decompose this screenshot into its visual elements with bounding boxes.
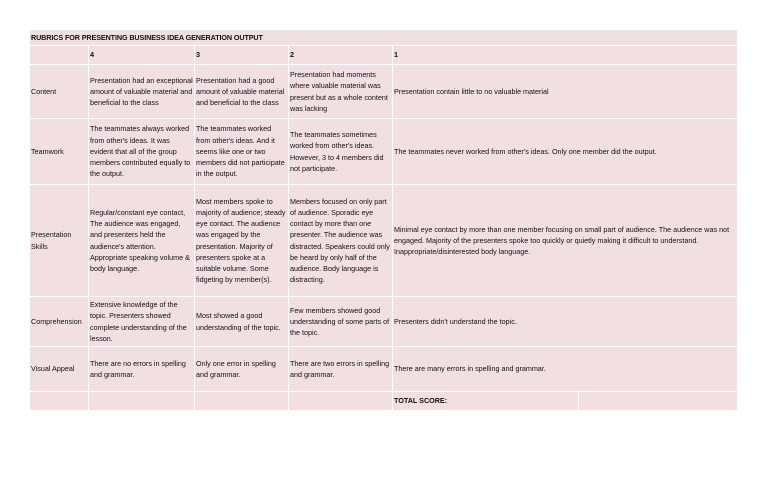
rubric-cell: Members focused on only part of audience. Sporadic eye contact by more than one presenter. The audience was distracted. Speakers could only be heard by only half of the audience. Body language is distracting. — [289, 185, 393, 297]
rubric-cell: Most showed a good understanding of the topic. — [195, 297, 289, 347]
rubric-title: RUBRICS FOR PRESENTING BUSINESS IDEA GENERATION OUTPUT — [30, 30, 738, 46]
rubric-cell: Presentation contain little to no valuable material — [393, 65, 738, 119]
rubric-sheet — [29, 29, 737, 411]
table-row — [30, 65, 738, 119]
header-score-3: 3 — [195, 46, 289, 65]
table-row — [30, 347, 738, 392]
rubric-cell: Extensive knowledge of the topic. Presenters showed complete understanding of the lesson. — [89, 297, 195, 347]
criterion-label: Visual Appeal — [30, 347, 89, 392]
criterion-label: Teamwork — [30, 119, 89, 185]
table-row — [30, 119, 738, 185]
criterion-label: Presentation Skills — [30, 185, 89, 297]
rubric-cell: The teammates always worked from other's ideas. It was evident that all of the group members contributed equally to the output. — [89, 119, 195, 185]
empty-cell — [89, 392, 195, 411]
rubric-cell: Presentation had moments where valuable material was present but as a whole content was lacking — [289, 65, 393, 119]
rubric-cell: Presenters didn't understand the topic. — [393, 297, 738, 347]
rubric-cell: Presentation had a good amount of valuable material and beneficial to the class — [195, 65, 289, 119]
header-score-1: 1 — [393, 46, 738, 65]
rubric-cell: Minimal eye contact by more than one member focusing on small part of audience. The audience was not engaged. Majority of the presenters spoke too quickly or quietly making it difficult to understand. Inappropriate/disinterested body language. — [393, 185, 738, 297]
criterion-label: Content — [30, 65, 89, 119]
rubric-cell: There are many errors in spelling and grammar. — [393, 347, 738, 392]
criterion-label: Comprehension — [30, 297, 89, 347]
rubric-cell: Most members spoke to majority of audience; steady eye contact. The audience was engaged by the presentation. Majority of presenters spoke at a suitable volume. Some fidgeting by member(s). — [195, 185, 289, 297]
empty-cell — [30, 392, 89, 411]
rubric-cell: Only one error in spelling and grammar. — [195, 347, 289, 392]
total-row — [30, 392, 738, 411]
header-row — [30, 46, 738, 65]
total-score-label: TOTAL SCORE: — [393, 392, 579, 411]
rubric-cell: There are no errors in spelling and grammar. — [89, 347, 195, 392]
rubric-cell: Few members showed good understanding of some parts of the topic. — [289, 297, 393, 347]
total-score-value[interactable] — [579, 392, 738, 411]
rubric-cell: There are two errors in spelling and grammar. — [289, 347, 393, 392]
header-score-2: 2 — [289, 46, 393, 65]
table-row — [30, 185, 738, 297]
header-score-4: 4 — [89, 46, 195, 65]
table-row — [30, 297, 738, 347]
rubric-cell: Regular/constant eye contact, The audience was engaged, and presenters held the audience's attention. Appropriate speaking volume & body language. — [89, 185, 195, 297]
rubric-cell: Presentation had an exceptional amount of valuable material and beneficial to the class — [89, 65, 195, 119]
rubric-cell: The teammates sometimes worked from other's ideas. However, 3 to 4 members did not participate. — [289, 119, 393, 185]
rubric-cell: The teammates never worked from other's ideas. Only one member did the output. — [393, 119, 738, 185]
empty-cell — [289, 392, 393, 411]
rubric-table — [29, 29, 738, 411]
rubric-cell: The teammates worked from other's ideas. And it seems like one or two members did not participate in the output. — [195, 119, 289, 185]
header-criterion-cell — [30, 46, 89, 65]
empty-cell — [195, 392, 289, 411]
